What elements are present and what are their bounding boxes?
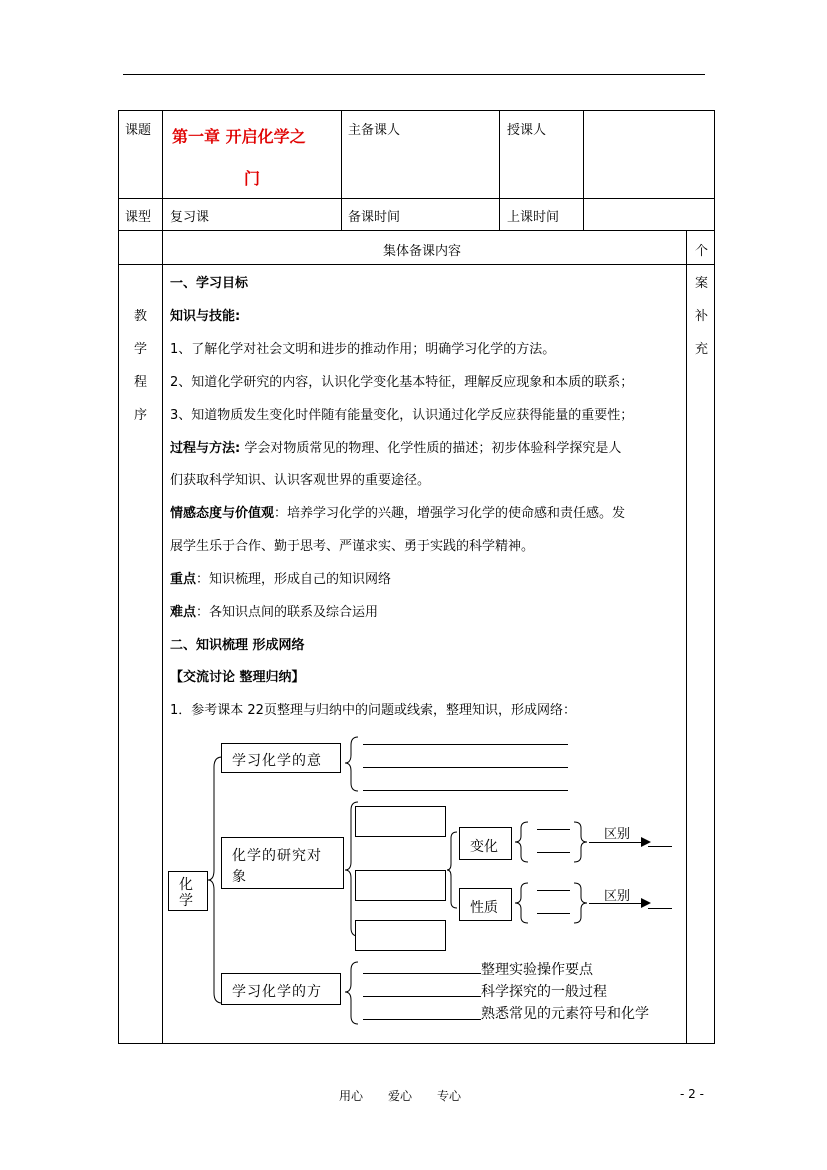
diagram-box-change <box>459 827 512 860</box>
label-class-time: 上课时间 <box>507 210 560 225</box>
diagram-box-change-label: 变化 <box>470 839 498 855</box>
goal-item-2: 2、知道化学研究的内容，认识化学变化基本特征，理解反应现象和本质的联系； <box>170 375 634 390</box>
diagram-blank-property-1 <box>537 890 570 891</box>
lesson-title-line1: 第一章 开启化学之 <box>172 127 306 146</box>
table-border <box>583 110 584 230</box>
table-border <box>118 1043 715 1044</box>
diagram-blank-box-1 <box>355 806 446 837</box>
diagram-box-object-label-2: 象 <box>232 869 246 885</box>
label-knowledge-skills: 知识与技能: <box>170 309 241 324</box>
label-difficult-points: 难点 <box>170 605 197 620</box>
key-points-text: ：知识梳理，形成自己的知识网络 <box>196 572 392 587</box>
diagram-diff-label-2: 区别 <box>604 889 631 904</box>
diagram-box-method <box>221 973 341 1005</box>
diagram-brace-change-right <box>570 820 590 864</box>
section-learning-goals: 一、学习目标 <box>170 276 249 291</box>
diagram-box-property-label: 性质 <box>470 900 498 916</box>
section-knowledge-network: 二、知识梳理 形成网络 <box>170 638 305 653</box>
table-border <box>118 230 715 231</box>
process-method <box>170 437 621 456</box>
attitude-values <box>170 502 625 521</box>
table-border <box>118 110 715 111</box>
diagram-root-char-2: 学 <box>179 893 193 909</box>
side-label-left-3: 程 <box>134 375 148 390</box>
side-label-right-2: 补 <box>695 309 709 324</box>
label-process-method: 过程与方法: <box>170 441 241 456</box>
label-teacher: 授课人 <box>507 123 547 138</box>
footer-motto-2: 爱心 <box>388 1089 413 1103</box>
label-lesson-type: 课型 <box>125 210 152 225</box>
diagram-arrow-1 <box>589 842 644 843</box>
goal-item-1: 1、了解化学对社会文明和进步的推动作用；明确学习化学的方法。 <box>170 342 556 357</box>
diagram-blank-method-3 <box>363 1005 481 1020</box>
table-border <box>118 110 119 1044</box>
side-label-right-3: 充 <box>695 342 709 357</box>
diagram-blank-property-2 <box>537 913 570 914</box>
footer-motto-3: 专心 <box>437 1089 462 1103</box>
diagram-method-item-3: 熟悉常见的元素符号和化学 <box>481 1006 649 1022</box>
table-border <box>499 110 500 230</box>
instruction-text: 1．参考课本 22页整理与归纳中的问题或线索，整理知识，形成网络： <box>170 703 576 718</box>
diagram-blank-meaning-3 <box>363 790 568 791</box>
diagram-root-box <box>168 871 208 911</box>
page-top-rule <box>123 74 705 75</box>
diagram-blank-meaning-1 <box>363 744 568 745</box>
label-key-points: 重点 <box>170 572 197 587</box>
side-label-right-1: 案 <box>695 276 709 291</box>
footer-motto-1: 用心 <box>339 1089 364 1103</box>
diagram-arrow-2 <box>589 903 644 904</box>
diagram-blank-meaning-2 <box>363 767 568 768</box>
attitude-values-text-2: 展学生乐于合作、勤于思考、严谨求实、勇于实践的科学精神。 <box>170 539 535 554</box>
process-method-text: 学会对物质常见的物理、化学性质的描述；初步体验科学探究是人 <box>240 441 622 456</box>
page-number: - 2 - <box>680 1087 704 1101</box>
diagram-blank-change-1 <box>537 829 570 830</box>
diagram-diff-label-1: 区别 <box>604 827 631 842</box>
diagram-brace-property <box>512 881 532 925</box>
diagram-box-method-label: 学习化学的方 <box>232 984 322 1000</box>
diagram-blank-method-1 <box>363 959 481 974</box>
table-border <box>714 110 715 1044</box>
diagram-box-object <box>221 837 344 889</box>
diagram-blank-diff-2 <box>648 908 672 909</box>
diagram-brace-change <box>512 820 532 864</box>
discussion-heading: 【交流讨论 整理归纳】 <box>170 670 305 685</box>
side-label-left-1: 教 <box>134 309 148 324</box>
diagram-blank-method-2 <box>363 982 481 997</box>
table-border <box>118 264 715 265</box>
diagram-box-property <box>459 888 512 921</box>
diagram-brace-meaning <box>342 735 362 795</box>
goal-item-3: 3、知道物质发生变化时伴随有能量变化，认识通过化学反应获得能量的重要性； <box>170 408 634 423</box>
diagram-box-object-label-1: 化学的研究对 <box>232 848 322 864</box>
process-method-text-2: 们获取科学知识、认识客观世界的重要途径。 <box>170 473 431 488</box>
diagram-box-meaning <box>221 743 341 773</box>
label-lesson-topic: 课题 <box>125 123 152 138</box>
key-points <box>170 568 391 587</box>
diagram-brace-method <box>342 960 362 1028</box>
diagram-blank-box-3 <box>355 920 446 951</box>
diagram-method-item-2: 科学探究的一般过程 <box>481 984 607 1000</box>
side-label-left-2: 学 <box>134 342 148 357</box>
value-lesson-type: 复习课 <box>170 210 210 225</box>
table-border <box>341 110 342 230</box>
difficult-points <box>170 601 378 620</box>
label-collective-prep: 集体备课内容 <box>383 244 462 259</box>
side-label-left-4: 序 <box>134 408 148 423</box>
diagram-arrowhead-2 <box>641 898 651 908</box>
table-border <box>686 230 687 1044</box>
diagram-box-meaning-label: 学习化学的意 <box>232 753 322 769</box>
lesson-title-line2: 门 <box>244 169 261 188</box>
table-border <box>118 198 715 199</box>
difficult-points-text: ：各知识点间的联系及综合运用 <box>196 605 379 620</box>
table-border <box>162 110 163 1044</box>
diagram-brace-property-right <box>570 881 590 925</box>
diagram-blank-diff-1 <box>648 846 672 847</box>
label-main-preparer: 主备课人 <box>348 123 401 138</box>
diagram-root-char-1: 化 <box>179 877 193 893</box>
diagram-method-item-1: 整理实验操作要点 <box>481 962 593 978</box>
side-label-top: 个 <box>695 244 709 259</box>
diagram-blank-box-2 <box>355 870 446 901</box>
label-attitude-values: 情感态度与价值观 <box>170 506 275 521</box>
diagram-blank-change-2 <box>537 852 570 853</box>
label-prep-time: 备课时间 <box>348 210 401 225</box>
attitude-values-text: ：培养学习化学的兴趣，增强学习化学的使命感和责任感。发 <box>274 506 626 521</box>
